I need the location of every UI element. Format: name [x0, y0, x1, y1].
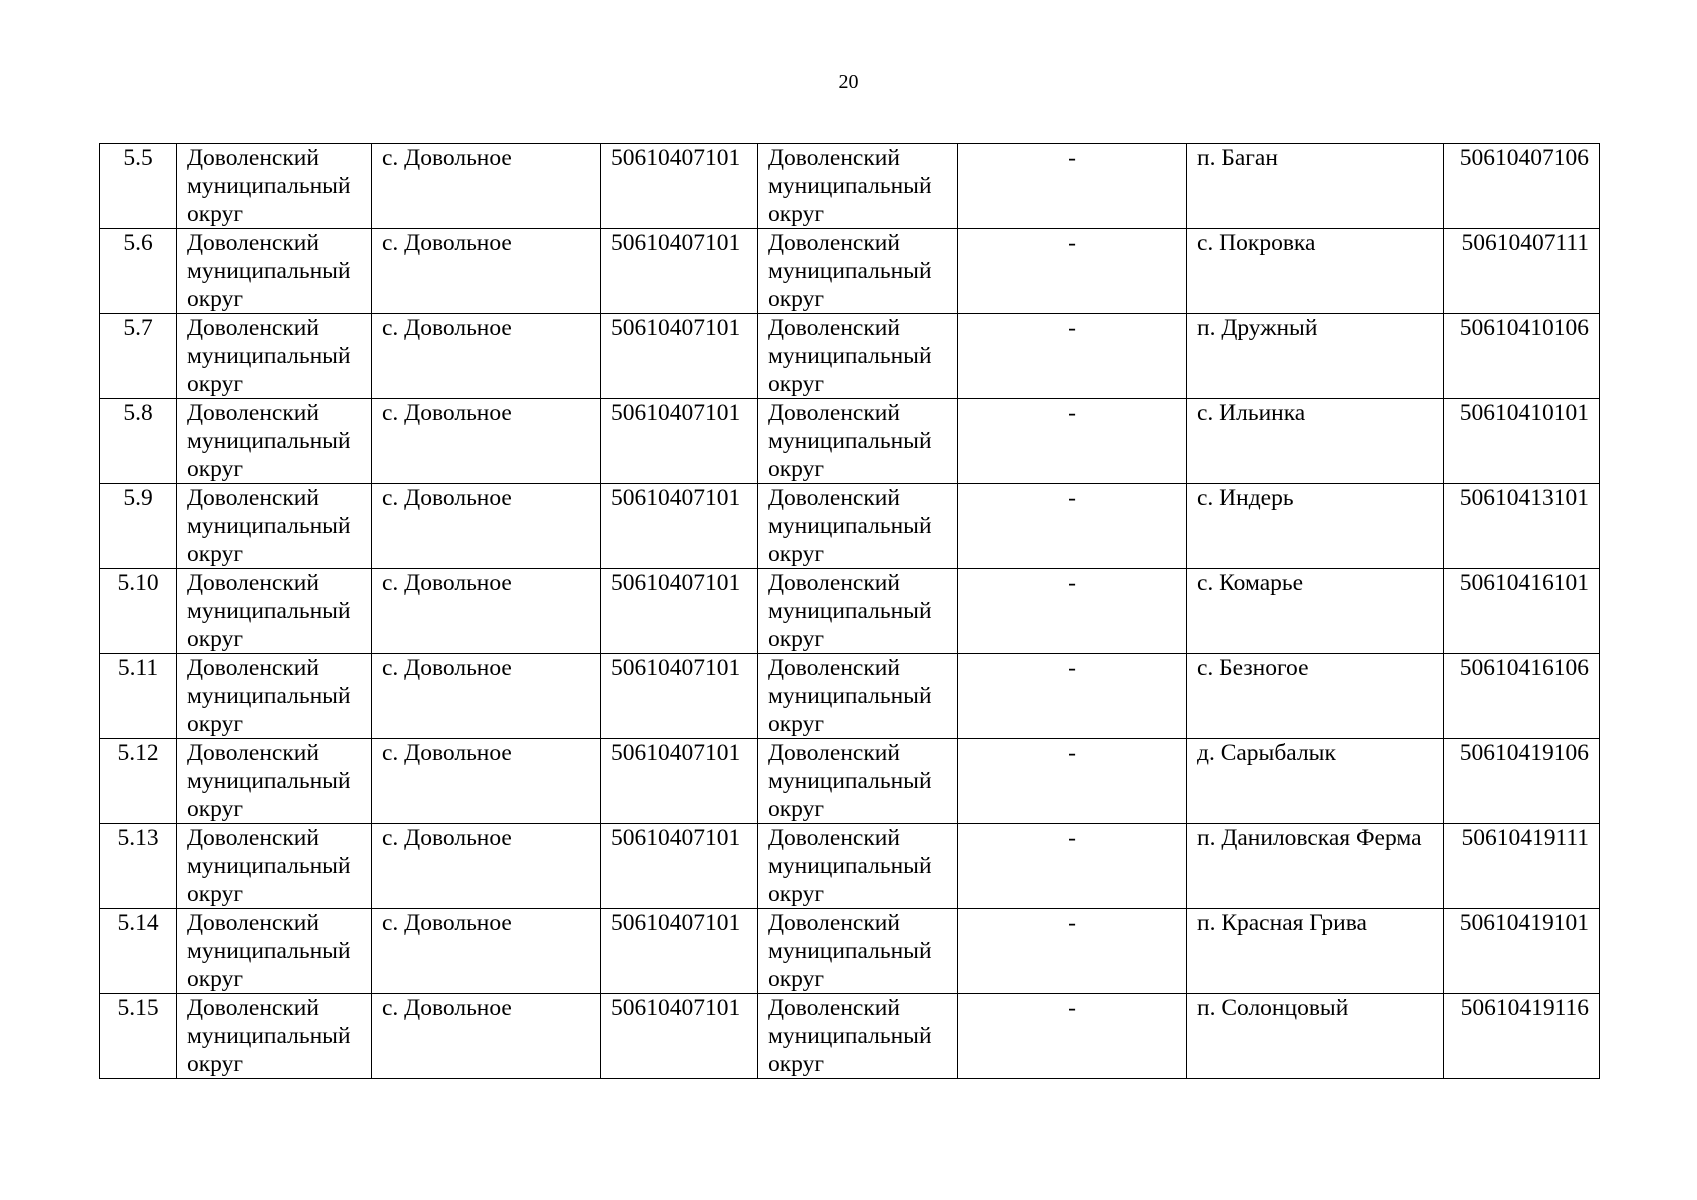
center-cell: с. Довольное [372, 654, 601, 739]
district-cell: Доволенский муниципальный округ [177, 739, 372, 824]
center-cell: с. Довольное [372, 484, 601, 569]
table-row [100, 569, 1600, 654]
row-number-cell: 5.10 [100, 569, 177, 654]
target-district-cell: Доволенский муниципальный округ [758, 314, 958, 399]
target-district-cell: Доволенский муниципальный округ [758, 484, 958, 569]
district-cell: Доволенский муниципальный округ [177, 824, 372, 909]
target-district-cell: Доволенский муниципальный округ [758, 229, 958, 314]
center-code-cell: 50610407101 [601, 144, 758, 229]
settlement-cell: п. Дружный [1187, 314, 1444, 399]
row-number-cell: 5.5 [100, 144, 177, 229]
dash-cell: - [958, 909, 1187, 994]
dash-cell: - [958, 399, 1187, 484]
settlement-code-cell: 50610407111 [1444, 229, 1600, 314]
settlement-cell: с. Комарье [1187, 569, 1444, 654]
table-row [100, 654, 1600, 739]
settlement-cell: п. Красная Грива [1187, 909, 1444, 994]
target-district-cell: Доволенский муниципальный округ [758, 569, 958, 654]
settlement-cell: с. Индерь [1187, 484, 1444, 569]
settlement-cell: с. Ильинка [1187, 399, 1444, 484]
table-row [100, 824, 1600, 909]
district-cell: Доволенский муниципальный округ [177, 484, 372, 569]
district-cell: Доволенский муниципальный округ [177, 314, 372, 399]
district-cell: Доволенский муниципальный округ [177, 994, 372, 1079]
dash-cell: - [958, 229, 1187, 314]
row-number-cell: 5.6 [100, 229, 177, 314]
row-number-cell: 5.12 [100, 739, 177, 824]
table-row [100, 994, 1600, 1079]
center-code-cell: 50610407101 [601, 229, 758, 314]
row-number-cell: 5.15 [100, 994, 177, 1079]
center-cell: с. Довольное [372, 314, 601, 399]
table-row [100, 229, 1600, 314]
dash-cell: - [958, 144, 1187, 229]
center-cell: с. Довольное [372, 739, 601, 824]
table-row [100, 399, 1600, 484]
dash-cell: - [958, 569, 1187, 654]
target-district-cell: Доволенский муниципальный округ [758, 824, 958, 909]
district-cell: Доволенский муниципальный округ [177, 569, 372, 654]
district-cell: Доволенский муниципальный округ [177, 654, 372, 739]
center-code-cell: 50610407101 [601, 654, 758, 739]
settlement-code-cell: 50610419101 [1444, 909, 1600, 994]
table-row [100, 739, 1600, 824]
target-district-cell: Доволенский муниципальный округ [758, 144, 958, 229]
row-number-cell: 5.7 [100, 314, 177, 399]
settlement-cell: п. Даниловская Ферма [1187, 824, 1444, 909]
center-cell: с. Довольное [372, 994, 601, 1079]
table-row [100, 909, 1600, 994]
target-district-cell: Доволенский муниципальный округ [758, 399, 958, 484]
settlement-cell: д. Сарыбалык [1187, 739, 1444, 824]
table-row [100, 144, 1600, 229]
district-cell: Доволенский муниципальный округ [177, 229, 372, 314]
row-number-cell: 5.11 [100, 654, 177, 739]
center-code-cell: 50610407101 [601, 484, 758, 569]
center-code-cell: 50610407101 [601, 399, 758, 484]
settlement-cell: с. Покровка [1187, 229, 1444, 314]
settlement-code-cell: 50610416101 [1444, 569, 1600, 654]
settlement-code-cell: 50610413101 [1444, 484, 1600, 569]
dash-cell: - [958, 314, 1187, 399]
center-cell: с. Довольное [372, 824, 601, 909]
row-number-cell: 5.9 [100, 484, 177, 569]
settlement-code-cell: 50610410106 [1444, 314, 1600, 399]
settlement-code-cell: 50610410101 [1444, 399, 1600, 484]
district-cell: Доволенский муниципальный округ [177, 399, 372, 484]
table-row [100, 314, 1600, 399]
dash-cell: - [958, 484, 1187, 569]
settlement-cell: с. Безногое [1187, 654, 1444, 739]
row-number-cell: 5.14 [100, 909, 177, 994]
dash-cell: - [958, 994, 1187, 1079]
center-cell: с. Довольное [372, 144, 601, 229]
row-number-cell: 5.13 [100, 824, 177, 909]
center-code-cell: 50610407101 [601, 824, 758, 909]
settlement-code-cell: 50610419116 [1444, 994, 1600, 1079]
target-district-cell: Доволенский муниципальный округ [758, 994, 958, 1079]
target-district-cell: Доволенский муниципальный округ [758, 909, 958, 994]
center-cell: с. Довольное [372, 399, 601, 484]
settlement-code-cell: 50610407106 [1444, 144, 1600, 229]
table-row [100, 484, 1600, 569]
settlement-code-cell: 50610419111 [1444, 824, 1600, 909]
settlements-table [99, 143, 1600, 1079]
settlement-code-cell: 50610416106 [1444, 654, 1600, 739]
dash-cell: - [958, 739, 1187, 824]
district-cell: Доволенский муниципальный округ [177, 144, 372, 229]
settlement-code-cell: 50610419106 [1444, 739, 1600, 824]
center-code-cell: 50610407101 [601, 569, 758, 654]
center-code-cell: 50610407101 [601, 994, 758, 1079]
center-code-cell: 50610407101 [601, 739, 758, 824]
center-code-cell: 50610407101 [601, 314, 758, 399]
center-cell: с. Довольное [372, 569, 601, 654]
center-cell: с. Довольное [372, 229, 601, 314]
dash-cell: - [958, 654, 1187, 739]
settlement-cell: п. Баган [1187, 144, 1444, 229]
center-code-cell: 50610407101 [601, 909, 758, 994]
target-district-cell: Доволенский муниципальный округ [758, 739, 958, 824]
row-number-cell: 5.8 [100, 399, 177, 484]
dash-cell: - [958, 824, 1187, 909]
district-cell: Доволенский муниципальный округ [177, 909, 372, 994]
target-district-cell: Доволенский муниципальный округ [758, 654, 958, 739]
settlement-cell: п. Солонцовый [1187, 994, 1444, 1079]
center-cell: с. Довольное [372, 909, 601, 994]
page-number: 20 [838, 71, 859, 93]
